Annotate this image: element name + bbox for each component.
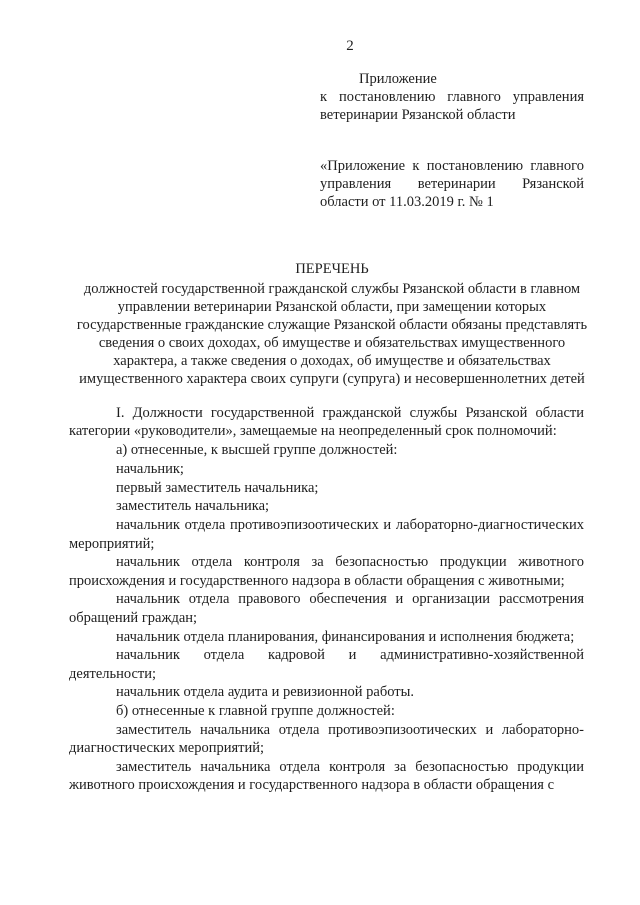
- previous-appendix-reference: «Приложение к постановлению главного управления ветеринарии Рязанской области от 11.03.2019 г. № 1: [320, 158, 584, 210]
- position-item: начальник отдела контроля за безопасностью продукции животного происхождения и государственного надзора в области обращения с животными;: [69, 554, 584, 589]
- position-item: заместитель начальника отдела противоэпизоотических и лабораторно-диагностических мероприятий;: [69, 722, 584, 757]
- document-title: ПЕРЕЧЕНЬ: [295, 261, 369, 277]
- page-number: 2: [346, 38, 354, 54]
- position-item: начальник отдела правового обеспечения и организации рассмотрения обращений граждан;: [69, 591, 584, 626]
- position-item: начальник отдела аудита и ревизионной работы.: [116, 684, 414, 701]
- appendix-line: к постановлению главного управления ветеринарии Рязанской области: [320, 89, 584, 123]
- position-item: начальник отдела планирования, финансирования и исполнения бюджета;: [116, 628, 575, 645]
- appendix-label: Приложение: [359, 71, 437, 87]
- position-item: начальник отдела противоэпизоотических и лабораторно-диагностических мероприятий;: [69, 517, 584, 552]
- group-heading: а) отнесенные, к высшей группе должностей:: [116, 442, 398, 459]
- position-item: первый заместитель начальника;: [116, 479, 319, 496]
- position-item: начальник;: [116, 460, 184, 477]
- appendix-reference: [320, 70, 584, 124]
- document-subtitle: должностей государственной гражданской службы Рязанской области в главном управлении ветеринарии Рязанской области, при замещении которых государственные гражданские служащие Рязанской области обязаны представлять сведения о своих доходах, об имуществе и обязательствах имущественного характера, а также сведения о доходах, об имуществе и обязательствах имущественного характера своих супруги (супруга) и несовершеннолетних детей: [76, 281, 588, 387]
- document-body: [69, 404, 584, 795]
- list-heading: [70, 260, 594, 388]
- position-item: заместитель начальника;: [116, 498, 270, 515]
- group-heading: б) отнесенные к главной группе должностей:: [116, 703, 395, 720]
- section-heading: I. Должности государственной гражданской службы Рязанской области категории «руководители», замещаемые на неопределенный срок полномочий:: [69, 405, 584, 440]
- position-item: заместитель начальника отдела контроля за безопасностью продукции животного происхождения и государственного надзора в области обращения с: [69, 759, 584, 794]
- position-item: начальник отдела кадровой и административно-хозяйственной деятельности;: [69, 647, 584, 682]
